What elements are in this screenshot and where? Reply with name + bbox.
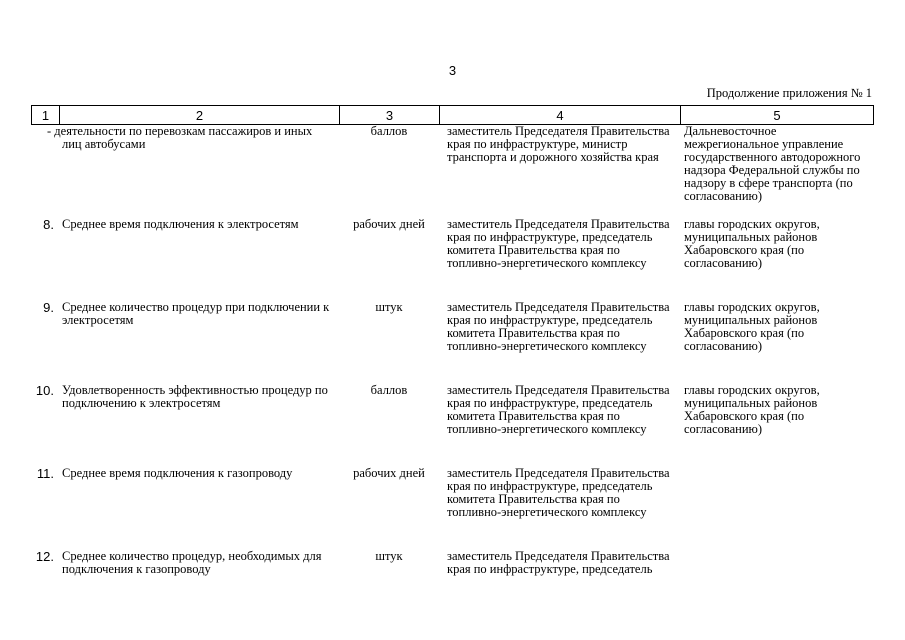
table-row xyxy=(31,218,874,301)
responsible-official: заместитель Председателя Правительства края по инфраструктуре, председатель xyxy=(447,549,670,576)
unit-of-measure: рабочих дней xyxy=(353,217,425,231)
responsible-official: заместитель Председателя Правительства края по инфраструктуре, председатель комитета Правительства края по топливно-энергетического комплексу xyxy=(447,300,670,353)
unit-of-measure: баллов xyxy=(370,124,408,138)
row-number: 10. xyxy=(35,383,54,398)
row-number: 8. xyxy=(43,217,54,232)
responsible-official: заместитель Председателя Правительства края по инфраструктуре, министр транспорта и дорожного хозяйства края xyxy=(447,124,670,164)
indicator-name: Среднее время подключения к электросетям xyxy=(62,217,299,231)
indicator-name: Среднее количество процедур, необходимых для подключения к газопроводу xyxy=(62,549,322,576)
table-row xyxy=(31,125,874,218)
column-number-5: 5 xyxy=(773,107,781,123)
responsible-official: заместитель Председателя Правительства края по инфраструктуре, председатель комитета Правительства края по топливно-энергетического комплексу xyxy=(447,217,670,270)
co-executor: главы городских округов, муниципальных районов Хабаровского края (по согласованию) xyxy=(684,217,820,270)
indicator-name: Удовлетворенность эффективностью процедур по подключению к электросетям xyxy=(62,383,328,410)
co-executor: Дальневосточное межрегиональное управление государственного автодорожного надзора Федеральной службы по надзору в сфере транспорта (по согласованию) xyxy=(684,124,861,203)
row-number: 9. xyxy=(43,300,54,315)
co-executor: главы городских округов, муниципальных районов Хабаровского края (по согласованию) xyxy=(684,383,820,436)
unit-of-measure: рабочих дней xyxy=(353,466,425,480)
indicator-name: - деятельности по перевозкам пассажиров и иных лиц автобусами xyxy=(47,124,313,151)
co-executor: главы городских округов, муниципальных районов Хабаровского края (по согласованию) xyxy=(684,300,820,353)
table-row xyxy=(31,301,874,384)
indicator-name: Среднее время подключения к газопроводу xyxy=(62,466,293,480)
indicator-name: Среднее количество процедур при подключении к электросетям xyxy=(62,300,330,327)
table-body xyxy=(31,125,874,595)
unit-of-measure: штук xyxy=(375,300,403,314)
row-number: 11. xyxy=(36,466,54,481)
column-number-3: 3 xyxy=(340,106,440,124)
unit-of-measure: баллов xyxy=(370,383,408,397)
table-row xyxy=(31,467,874,550)
table-row xyxy=(31,550,874,595)
row-number: 12. xyxy=(35,549,54,564)
column-number-4: 4 xyxy=(440,106,681,124)
responsible-official: заместитель Председателя Правительства края по инфраструктуре, председатель комитета Правительства края по топливно-энергетического комплексу xyxy=(447,466,670,519)
column-number-2: 2 xyxy=(60,106,340,124)
column-number-1: 1 xyxy=(32,106,60,124)
table-row xyxy=(31,384,874,467)
page-number: 3 xyxy=(448,63,457,78)
responsible-official: заместитель Председателя Правительства края по инфраструктуре, председатель комитета Правительства края по топливно-энергетического комплексу xyxy=(447,383,670,436)
table-header-row xyxy=(31,105,874,125)
unit-of-measure: штук xyxy=(375,549,403,563)
continuation-label: Продолжение приложения № 1 xyxy=(706,86,872,100)
